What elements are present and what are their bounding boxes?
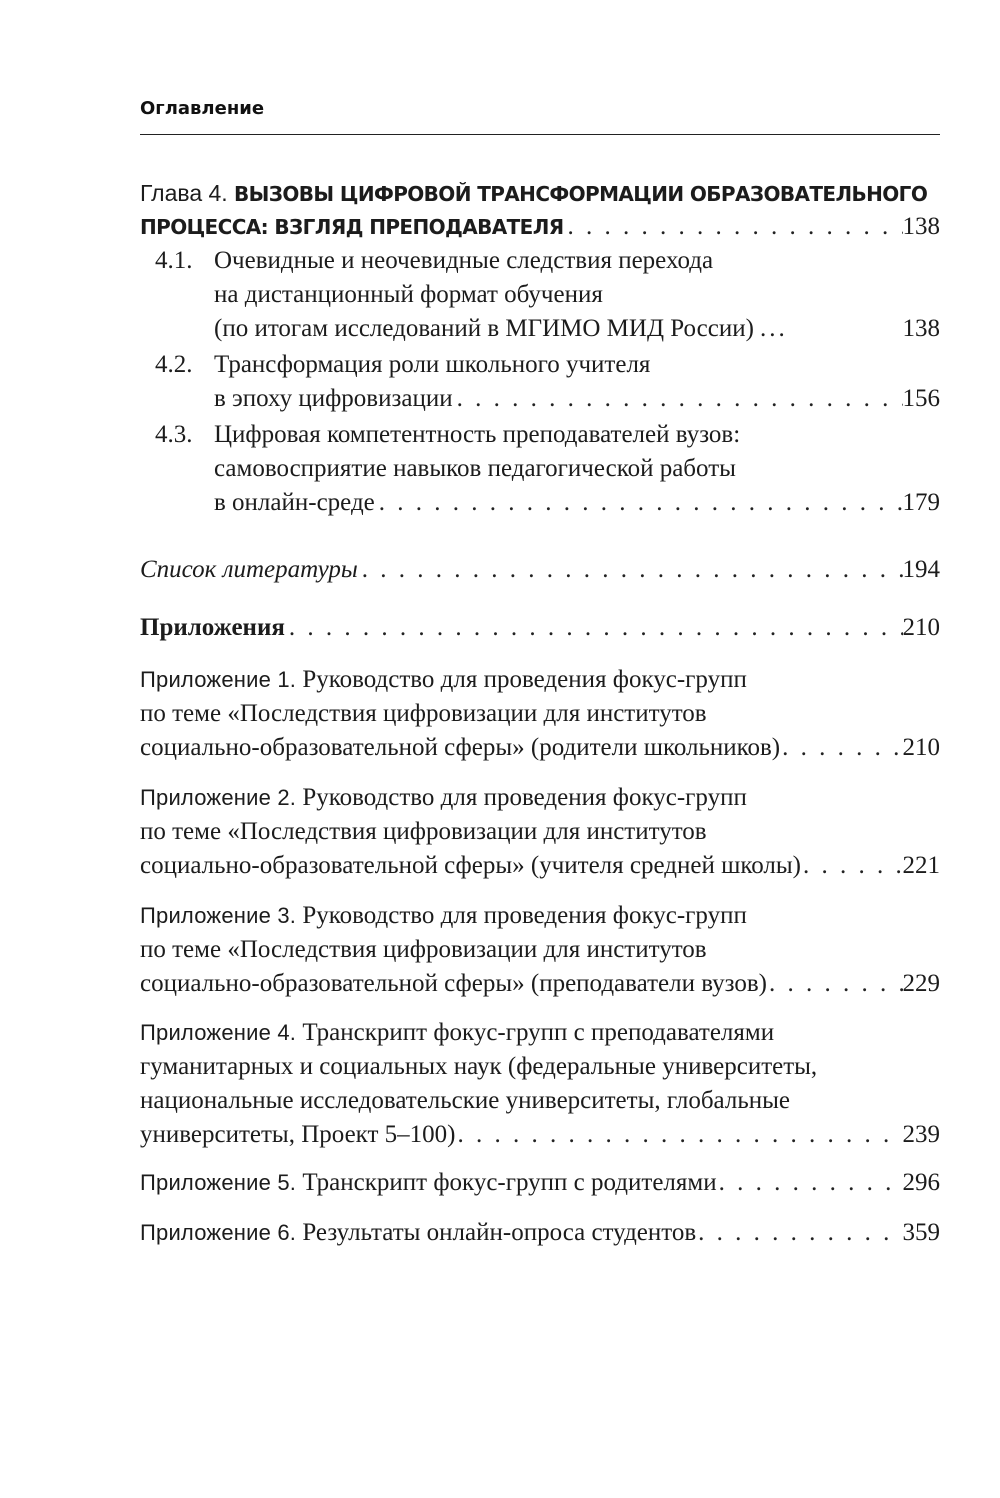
section-number: 4.1. [155, 247, 193, 274]
appendix-prefix: Приложение 4. [140, 1020, 297, 1045]
page-number: 221 [902, 852, 940, 879]
page-number: 210 [902, 734, 940, 761]
section-line: в эпоху цифровизации [214, 385, 453, 412]
page-number: 296 [902, 1169, 940, 1196]
appendix-line: социально-образовательной сферы» (учителя средней школы) [140, 852, 801, 879]
leader-dots [696, 1216, 902, 1250]
appendix-last-line [140, 731, 940, 765]
chapter-title-line2: ПРОЦЕССА: ВЗГЛЯД ПРЕПОДАВАТЕЛЯ [140, 215, 564, 239]
appendix-line: социально-образовательной сферы» (преподаватели вузов) [140, 970, 768, 997]
appendix-line: Транскрипт фокус-групп с преподавателями [302, 1019, 775, 1046]
section-line: в онлайн-среде [214, 489, 375, 516]
appendix-line: гуманитарных и социальных наук (федеральные университеты, [140, 1053, 818, 1080]
appendix-line: национальные исследовательские университеты, глобальные [140, 1087, 791, 1114]
appendix-line: по теме «Последствия цифровизации для институтов [140, 936, 707, 963]
appendix-line: Руководство для проведения фокус-групп [302, 784, 747, 811]
chapter-title-line1: ВЫЗОВЫ ЦИФРОВОЙ ТРАНСФОРМАЦИИ ОБРАЗОВАТЕЛЬНОГО [233, 182, 928, 206]
header-rule [140, 134, 940, 135]
chapter-prefix: Глава 4. [140, 180, 228, 206]
appendix-line: социально-образовательной сферы» (родители школьников) [140, 734, 781, 761]
leader-dots [767, 967, 902, 1001]
appendix-line: по теме «Последствия цифровизации для институтов [140, 700, 707, 727]
page-number: 210 [902, 614, 940, 641]
leader-dots: ... [759, 315, 788, 342]
section-line: Трансформация роли школьного учителя [214, 351, 651, 378]
page-number: 179 [902, 489, 940, 516]
page-number: 229 [902, 970, 940, 997]
leader-dots [285, 611, 903, 645]
leader-dots [453, 382, 903, 416]
page-number: 194 [902, 556, 940, 583]
chapter-title-line2-row [140, 210, 940, 244]
leader-dots [801, 849, 903, 883]
appendix-prefix: Приложение 1. [140, 667, 297, 692]
leader-dots [564, 210, 903, 244]
section-number: 4.3. [155, 421, 193, 448]
section-last-line [214, 382, 940, 416]
leader-dots [358, 553, 903, 587]
section-line: на дистанционный формат обучения [214, 281, 603, 308]
appendices-label: Приложения [140, 614, 285, 641]
page-number: 138 [902, 213, 940, 240]
section-line: самовосприятие навыков педагогической работы [214, 455, 736, 482]
appendix-prefix: Приложение 6. [140, 1220, 297, 1245]
leader-dots [780, 731, 902, 765]
page-number: 359 [902, 1219, 940, 1246]
appendix-line: Транскрипт фокус-групп с родителями [302, 1169, 717, 1196]
appendix-line: Результаты онлайн-опроса студентов [302, 1219, 697, 1246]
appendix-line: университеты, Проект 5–100) [140, 1121, 456, 1148]
page-number: 239 [902, 1121, 940, 1148]
appendix-last-line [140, 1118, 940, 1152]
appendix-line: Руководство для проведения фокус-групп [302, 666, 747, 693]
leader-dots [456, 1118, 903, 1152]
bibliography-label: Список литературы [140, 556, 358, 583]
appendix-line: по теме «Последствия цифровизации для институтов [140, 818, 707, 845]
section-last-line [214, 486, 940, 520]
leader-dots [717, 1166, 903, 1200]
page-number: 156 [902, 385, 940, 412]
running-header: Оглавление [140, 98, 265, 119]
appendix-line: Руководство для проведения фокус-групп [302, 902, 747, 929]
page-number: 138 [902, 315, 940, 342]
appendix-prefix: Приложение 2. [140, 785, 297, 810]
section-last-line [214, 312, 940, 346]
appendix-last-line [140, 849, 940, 883]
appendix-prefix: Приложение 5. [140, 1170, 297, 1195]
section-line: Очевидные и неочевидные следствия перехода [214, 247, 714, 274]
section-line: (по итогам исследований в МГИМО МИД России) [214, 315, 754, 342]
section-number: 4.2. [155, 351, 193, 378]
appendix-last-line [140, 967, 940, 1001]
appendix-prefix: Приложение 3. [140, 903, 297, 928]
section-line: Цифровая компетентность преподавателей вузов: [214, 421, 741, 448]
leader-dots [375, 486, 903, 520]
